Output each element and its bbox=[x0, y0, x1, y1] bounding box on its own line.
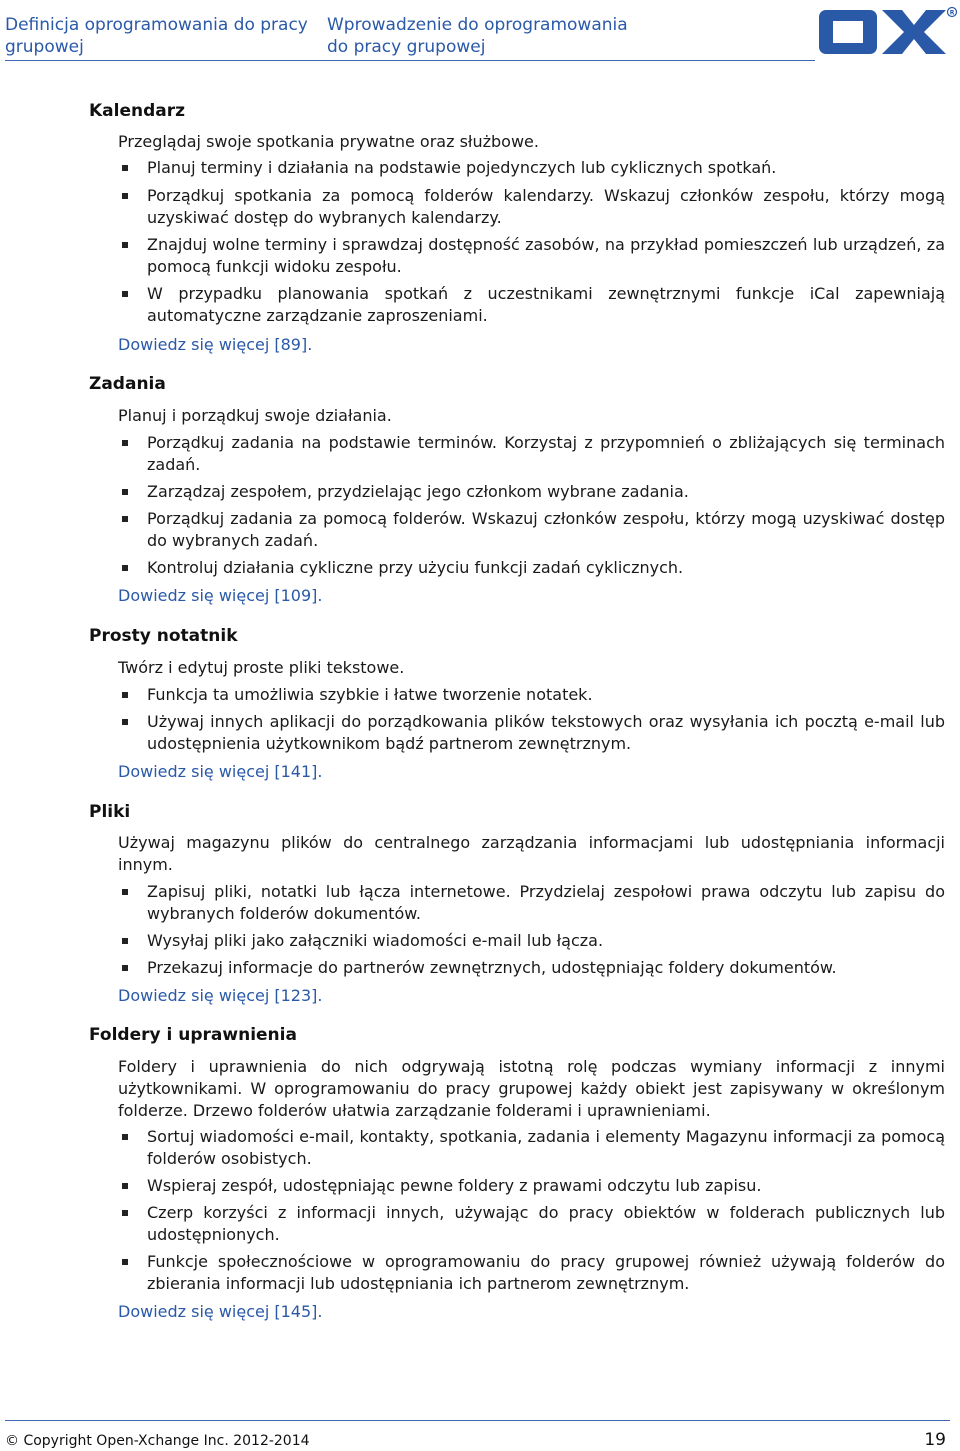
bullet-square-icon bbox=[122, 1259, 128, 1265]
list-item: Wspieraj zespół, udostępniając pewne foldery z prawami odczytu lub zapisu. bbox=[118, 1175, 945, 1197]
list-item: Funkcje społecznościowe w oprogramowaniu do pracy grupowej również używają folderów do zbierania informacji lub udostępniania ich partnerom zewnętrznym. bbox=[118, 1251, 945, 1295]
list-item: Planuj terminy i działania na podstawie pojedynczych lub cyklicznych spotkań. bbox=[118, 157, 945, 179]
list-item: Funkcja ta umożliwia szybkie i łatwe tworzenie notatek. bbox=[118, 684, 945, 706]
header-divider bbox=[5, 60, 815, 61]
bullet-list-tasks bbox=[118, 432, 945, 579]
bullet-list-calendar bbox=[118, 157, 945, 327]
section-intro-folders: Foldery i uprawnienia do nich odgrywają istotną rolę podczas wymiany informacji z innymi użytkownikami. W oprogramowaniu do pracy grupowej każdy obiekt jest zapisywany w określonym folderze. Drzewo folderów ułatwia zarządzanie folderami i uprawnieniami. bbox=[118, 1057, 945, 1120]
bullet-square-icon bbox=[122, 516, 128, 522]
svg-text:R: R bbox=[949, 9, 955, 17]
list-item: Porządkuj zadania na podstawie terminów. Korzystaj z przypomnień o zbliżających się terminach zadań. bbox=[118, 432, 945, 476]
bullet-square-icon bbox=[122, 719, 128, 725]
bullet-square-icon bbox=[122, 889, 128, 895]
page-number: 19 bbox=[924, 1430, 946, 1450]
bullet-square-icon bbox=[122, 965, 128, 971]
bullet-square-icon bbox=[122, 1210, 128, 1216]
header-link-definition[interactable]: Definicja oprogramowania do pracy grupowej bbox=[5, 15, 308, 57]
bullet-square-icon bbox=[122, 489, 128, 495]
header-link-introduction[interactable]: Wprowadzenie do oprogramowania do pracy grupowej bbox=[327, 15, 628, 57]
bullet-square-icon bbox=[122, 242, 128, 248]
list-item: Kontroluj działania cykliczne przy użyciu funkcji zadań cyklicznych. bbox=[118, 557, 945, 579]
list-item: Porządkuj zadania za pomocą folderów. Wskazuj członków zespołu, którzy mogą uzyskiwać dostęp do wybranych zadań. bbox=[118, 508, 945, 552]
bullet-list-files bbox=[118, 881, 945, 979]
list-item: Zapisuj pliki, notatki lub łącza internetowe. Przydzielaj zespołowi prawa odczytu lub zapisu do wybranych folderów dokumentów. bbox=[118, 881, 945, 925]
list-item: Przekazuj informacje do partnerów zewnętrznych, udostępniając foldery dokumentów. bbox=[118, 957, 945, 979]
bullet-square-icon bbox=[122, 938, 128, 944]
bullet-list-folders bbox=[118, 1126, 945, 1295]
section-title-tasks: Zadania bbox=[89, 374, 166, 394]
learn-more-link-calendar[interactable]: Dowiedz się więcej [89]. bbox=[118, 335, 313, 354]
learn-more-link-files[interactable]: Dowiedz się więcej [123]. bbox=[118, 986, 323, 1005]
section-title-files: Pliki bbox=[89, 802, 131, 822]
bullet-square-icon bbox=[122, 291, 128, 297]
section-title-folders: Foldery i uprawnienia bbox=[89, 1025, 297, 1045]
list-item: Używaj innych aplikacji do porządkowania plików tekstowych oraz wysyłania ich pocztą e-mail lub udostępnienia użytkownikom bądź partnerom zewnętrznym. bbox=[118, 711, 945, 755]
list-item: Zarządzaj zespołem, przydzielając jego członkom wybrane zadania. bbox=[118, 481, 945, 503]
bullet-square-icon bbox=[122, 1134, 128, 1140]
list-item: Wysyłaj pliki jako załączniki wiadomości e-mail lub łącza. bbox=[118, 930, 945, 952]
learn-more-link-notepad[interactable]: Dowiedz się więcej [141]. bbox=[118, 762, 323, 781]
learn-more-link-tasks[interactable]: Dowiedz się więcej [109]. bbox=[118, 586, 323, 605]
bullet-square-icon bbox=[122, 692, 128, 698]
footer-divider bbox=[5, 1420, 950, 1421]
list-item: Czerp korzyści z informacji innych, używając do pracy obiektów w folderach publicznych lub udostępnionych. bbox=[118, 1202, 945, 1246]
list-item: W przypadku planowania spotkań z uczestnikami zewnętrznymi funkcje iCal zapewniają automatyczne zarządzanie zaproszeniami. bbox=[118, 283, 945, 327]
page-footer bbox=[0, 1420, 960, 1451]
section-intro-calendar: Przeglądaj swoje spotkania prywatne oraz służbowe. bbox=[118, 132, 539, 151]
list-item: Porządkuj spotkania za pomocą folderów kalendarzy. Wskazuj członków zespołu, którzy mogą uzyskiwać dostęp do wybranych kalendarzy. bbox=[118, 185, 945, 229]
section-title-notepad: Prosty notatnik bbox=[89, 626, 238, 646]
section-intro-notepad: Twórz i edytuj proste pliki tekstowe. bbox=[118, 658, 405, 677]
learn-more-link-folders[interactable]: Dowiedz się więcej [145]. bbox=[118, 1302, 323, 1321]
page-header bbox=[0, 0, 960, 62]
copyright-text: © Copyright Open-Xchange Inc. 2012-2014 bbox=[5, 1433, 310, 1449]
bullet-square-icon bbox=[122, 165, 128, 171]
section-title-calendar: Kalendarz bbox=[89, 101, 186, 121]
list-item: Sortuj wiadomości e-mail, kontakty, spotkania, zadania i elementy Magazynu informacji za pomocą folderów osobistych. bbox=[118, 1126, 945, 1170]
bullet-square-icon bbox=[122, 1183, 128, 1189]
bullet-square-icon bbox=[122, 440, 128, 446]
bullet-list-notepad bbox=[118, 684, 945, 755]
ox-logo-icon bbox=[816, 4, 958, 60]
list-item: Znajduj wolne terminy i sprawdzaj dostępność zasobów, na przykład pomieszczeń lub urządzeń, za pomocą funkcji widoku zespołu. bbox=[118, 234, 945, 278]
section-intro-tasks: Planuj i porządkuj swoje działania. bbox=[118, 406, 392, 425]
section-intro-files: Używaj magazynu plików do centralnego zarządzania informacjami lub udostępniania informacji innym. bbox=[118, 833, 945, 874]
bullet-square-icon bbox=[122, 565, 128, 571]
bullet-square-icon bbox=[122, 193, 128, 199]
